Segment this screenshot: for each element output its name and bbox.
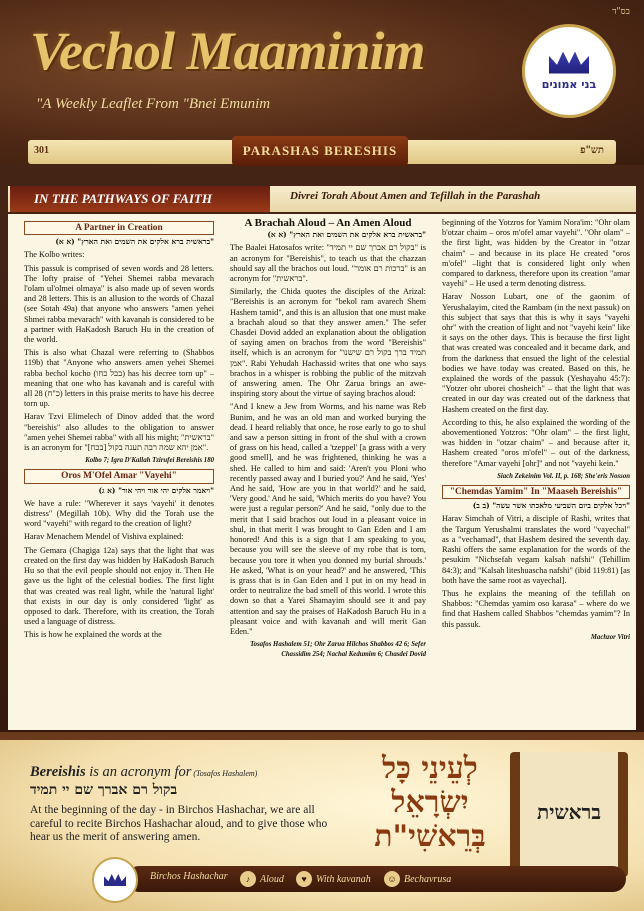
banner-hebrew-calligraphy: לְעֵינֵי כָּל יִשְׂרָאֵל בְּרֵאשִׁי"ת bbox=[374, 751, 486, 854]
banner-acronym: בקול רם אברך שם יי תמיד bbox=[30, 782, 178, 798]
article-heading: "Chemdas Yamim" In "Maaseh Bereishis" bbox=[442, 485, 630, 499]
banner-border bbox=[0, 732, 644, 740]
speaker-icon: ♪ bbox=[240, 871, 256, 887]
column-1 bbox=[24, 218, 214, 728]
paragraph: Thus he explains the meaning of the tefillah on Shabbos: "Chemdas yamim oso karasa" – where do we find that Hashem called Shabbos "chemdas yamim"? In this passuk. bbox=[442, 588, 630, 629]
banner-text: At the beginning of the day - in Birchos Hashachar, we are all careful to recite Birchos Hashachar aloud, and to give those who hear us the merit of answering amen. bbox=[30, 804, 328, 843]
article-heading: Oros M'Ofel Amar "Vayehi" bbox=[24, 469, 214, 483]
scroll-text: בראשית bbox=[537, 800, 601, 824]
banner-headline bbox=[30, 764, 257, 781]
paragraph: Similarly, the Chida quotes the disciples of the Arizal: "Bereishis is an acronym for "bekol ram avarech Shem Hashem tamid", and this is an allusion that one must make a brachah aloud so that they answer amen." The sefer Chasdei Dovid added an explanation about the obligation of saying amen on brachos from the word "Bereishis" itself, which is an acronym for "תמיד ברך בקול רם שישנו אמן". Rabi Yehudah Hachassid writes that one who says brachos in a whisper is robbing the public of the mitzvah of answering amen. The Ohr Zarua brings an awe-inspiring story about the virtue of saying brachos aloud: bbox=[230, 287, 426, 399]
crown-icon bbox=[549, 52, 589, 74]
footer-item-label: Aloud bbox=[260, 873, 284, 885]
year-label: תש"פ bbox=[580, 145, 604, 156]
paragraph: The Baalei Hatosafos write: "בקול רם אברך שם יי תמיד" is an acronym for "Bereishis", to teach us that the chazzan should say all the brachos out loud. "ברכות רם אומר" is an acronym for "בראשית". bbox=[230, 243, 426, 284]
paragraph: We have a rule: "Wherever it says 'vayehi' it denotes distress" (Megillah 10b). Why did the Torah use the word "vayehi" with regard to the creation of light? bbox=[24, 498, 214, 529]
footer-item bbox=[384, 871, 451, 887]
corner-mark: בס"ד bbox=[612, 7, 630, 17]
footer-item-label: Birchos Hashachar bbox=[150, 871, 228, 882]
articles-body bbox=[8, 214, 636, 730]
footer-item bbox=[296, 871, 371, 887]
paragraph: Harav Tzvi Elimelech of Dinov added that the word "bereishis" also alludes to the obligation to answer "amen yehei Shemei rabba" with all his might; "בראשית" is an acronym for "אמן יהא שמה רבה תענה בקול [בכח]". bbox=[24, 412, 214, 453]
verse: "בראשית ברא אלקים את השמים ואת הארץ" (א א) bbox=[267, 230, 426, 240]
bnei-emunim-logo bbox=[522, 24, 616, 118]
footer-item-label: Bechavrusa bbox=[404, 873, 452, 885]
source-citation: Siach Zekeinim Vol. II, p. 168; She'eris Nosson bbox=[497, 472, 630, 480]
verse: "ויכל אלקים ביום השביעי מלאכתו אשר עשה" (ב ב) bbox=[472, 501, 630, 511]
banner-word: Bereishis bbox=[30, 764, 86, 780]
source-citation: Machzor Vitri bbox=[590, 633, 630, 641]
paragraph: The Gemara (Chagiga 12a) says that the light that was created on the first day was hidden by HaKadosh Baruch Hu so that the evil people should not enjoy it. Then He gave us the light of the celestial bodies. The first light that was created was real light, while the 'natural light' that exists in our day is only considered 'light' as opposed to dark. Therefore, with its creation, the Torah used a language of distress. bbox=[24, 545, 214, 627]
source-citation: Kolbo 7; Igra D'Kallah Tzirufei Bereishis 180 bbox=[85, 457, 214, 465]
footer-logo bbox=[92, 857, 138, 903]
banner-source: (Tosafos Hashalem) bbox=[191, 769, 258, 778]
banner-phrase: is an acronym for bbox=[85, 764, 192, 780]
footer-item bbox=[150, 871, 228, 882]
crown-icon bbox=[104, 874, 126, 886]
verse: "ויאמר אלקים יהי אור ויהי אור" (א ג) bbox=[98, 485, 214, 495]
paragraph: Harav Nosson Lubart, one of the gaonim of Yerushalayim, cited the Rambam (in the next passuk) on this subject that says that this is why it says "vayehi ohr" with the creation of light and not "vayehi kein" like it says on the other days. This is because the first light that was created was concealed and it became dark, and from the darkness that ensued the light of the celestial bodies we have today was created. Based on this, he explained the words of the passuk (Yeshayahu 45:7): "Yotzer ohr uborei chosheich" – that the light that was created in our day was created out of the darkness that Hashem created on the first day. bbox=[442, 292, 630, 414]
section-title: IN THE PATHWAYS OF FAITH bbox=[10, 186, 270, 212]
paragraph: Harav Simchah of Vitri, a disciple of Rashi, writes that the Targum Yerushalmi translates the word "vayechal" as a "vechamad", that Hashem desired the seventh day. Rashi offers the same explanation for the words of the pesukim "Nichsefah vegam kalsah nafshi" (Tehillim 84:3); and "Kalsah liteshuascha nafshi" (ibid 119:81) [as both have the same root as vayechal]. bbox=[442, 514, 630, 585]
paragraph: This passuk is comprised of seven words and 28 letters. The lofty praise of "Yehei Shemei rabba mevarach l'olam ul'olmei olmaya" is also made up of seven words and 28 letters. This is an allusion to the words of Chazal (see Sotah 49a) that anyone who answers "amen yehei Shmei rabba mevarach" with kavanah is considered to be a partner with HaKadosh Baruch Hu in the creation of the world. bbox=[24, 263, 214, 345]
people-icon: ☺ bbox=[384, 871, 400, 887]
paragraph: According to this, he also explained the wording of the abovementioned Yotzros: "Ohr olam" – the first light, was hidden in "otzar chaim" – and because after it, Hashem created "oros m'ofel" – out of the darkness, therefore "Amar vayehi [ohr]" and not "vayehi kein." bbox=[442, 417, 630, 468]
footer-item-label: With kavanah bbox=[316, 873, 371, 885]
parasha-name: PARASHAS BERESHIS bbox=[232, 136, 408, 166]
column-3 bbox=[442, 218, 630, 728]
masthead-title: Vechol Maaminim bbox=[30, 21, 425, 81]
footer-item bbox=[240, 871, 284, 887]
paragraph: This is how he explained the words at the bbox=[24, 630, 162, 640]
source-citation: Tosafos Hashalem 51; Ohr Zarua Hilchos Shabbos 42 6; Sefer Chassidim 254; Nachal Kedumim 6; Chasdei Dovid bbox=[250, 641, 426, 659]
paragraph: This is also what Chazal were referring to (Shabbos 119b) that "Anyone who answers amen yehei Shemei rabba bechol kocho (בכל כחו) has his decree torn up" – meaning that one who has kavanah and is careful with all 28 (כ"ח) letters in this praise merits to have his decree torn up. bbox=[24, 348, 214, 409]
paragraph: "And I knew a Jew from Worms, and his name was Reb Bunim, and he was an old man and worked burying the dead. I heard reliably that once, he rose early to go to shul and saw a person sitting in front of the shul with a crown of grass on his head, called a 'tzeppel' [a grass with a very good smell], and he was frightened, thinking he was a shed. He called to him and said: 'Aren't you Ploni who recently passed away and I buried you?' And he said, 'Yes' And he said, 'How are you in that world?' and he said, 'Very good.' And he said, 'Which merits do you have? You were just a regular person?' And he said, "only due to the merit that I said brachos out loud in a pleasant voice in shul, in that merit I was brought to Gan Eden and I am honored! And this is a sign that I am speaking to you, because you will see the sleeve of my robe that is torn, because you tore it when you donned my burial shrouds.' He asked, 'What is on your head?' and he answered, 'This is grass that is in Gan Eden and I put in on my head in order to neutralize the bad smell of this world. I wrote this down so that a Yarei Shamayim should see it and pay attention and say the praises of HaKadosh Baruch Hu in a pleasant voice and with kavanah and will merit Gan Eden." bbox=[230, 402, 426, 636]
section-subtitle: Divrei Torah About Amen and Tefillah in the Parashah bbox=[290, 190, 541, 202]
paragraph: Harav Menachem Mendel of Vishiva explained: bbox=[24, 532, 184, 542]
logo-text: בני אמונים bbox=[541, 77, 597, 91]
issue-number: 301 bbox=[34, 145, 49, 156]
column-2 bbox=[230, 218, 426, 728]
masthead-subtitle: "A Weekly Leaflet From "Bnei Emunim bbox=[36, 96, 271, 112]
paragraph: beginning of the Yotzros for Yamim Nora'im: "Ohr olam b'otzar chaim – oros m'ofel amar vayehi". "Ohr olam" – the first light, was hidden by the Creator in "otzar chaim" – and because in its place He created "oros m'ofel" –light that is considered light only when compared to darkness, therefore upon its creation "amar vayehi" – He used a term denoting distress. bbox=[442, 218, 630, 289]
verse: "בראשית ברא אלקים את השמים ואת הארץ" (א א) bbox=[55, 237, 214, 247]
heart-icon: ♥ bbox=[296, 871, 312, 887]
article-title: A Brachah Aloud – An Amen Aloud bbox=[244, 218, 412, 229]
article-heading: A Partner in Creation bbox=[24, 221, 214, 235]
paragraph: The Kolbo writes: bbox=[24, 250, 85, 260]
